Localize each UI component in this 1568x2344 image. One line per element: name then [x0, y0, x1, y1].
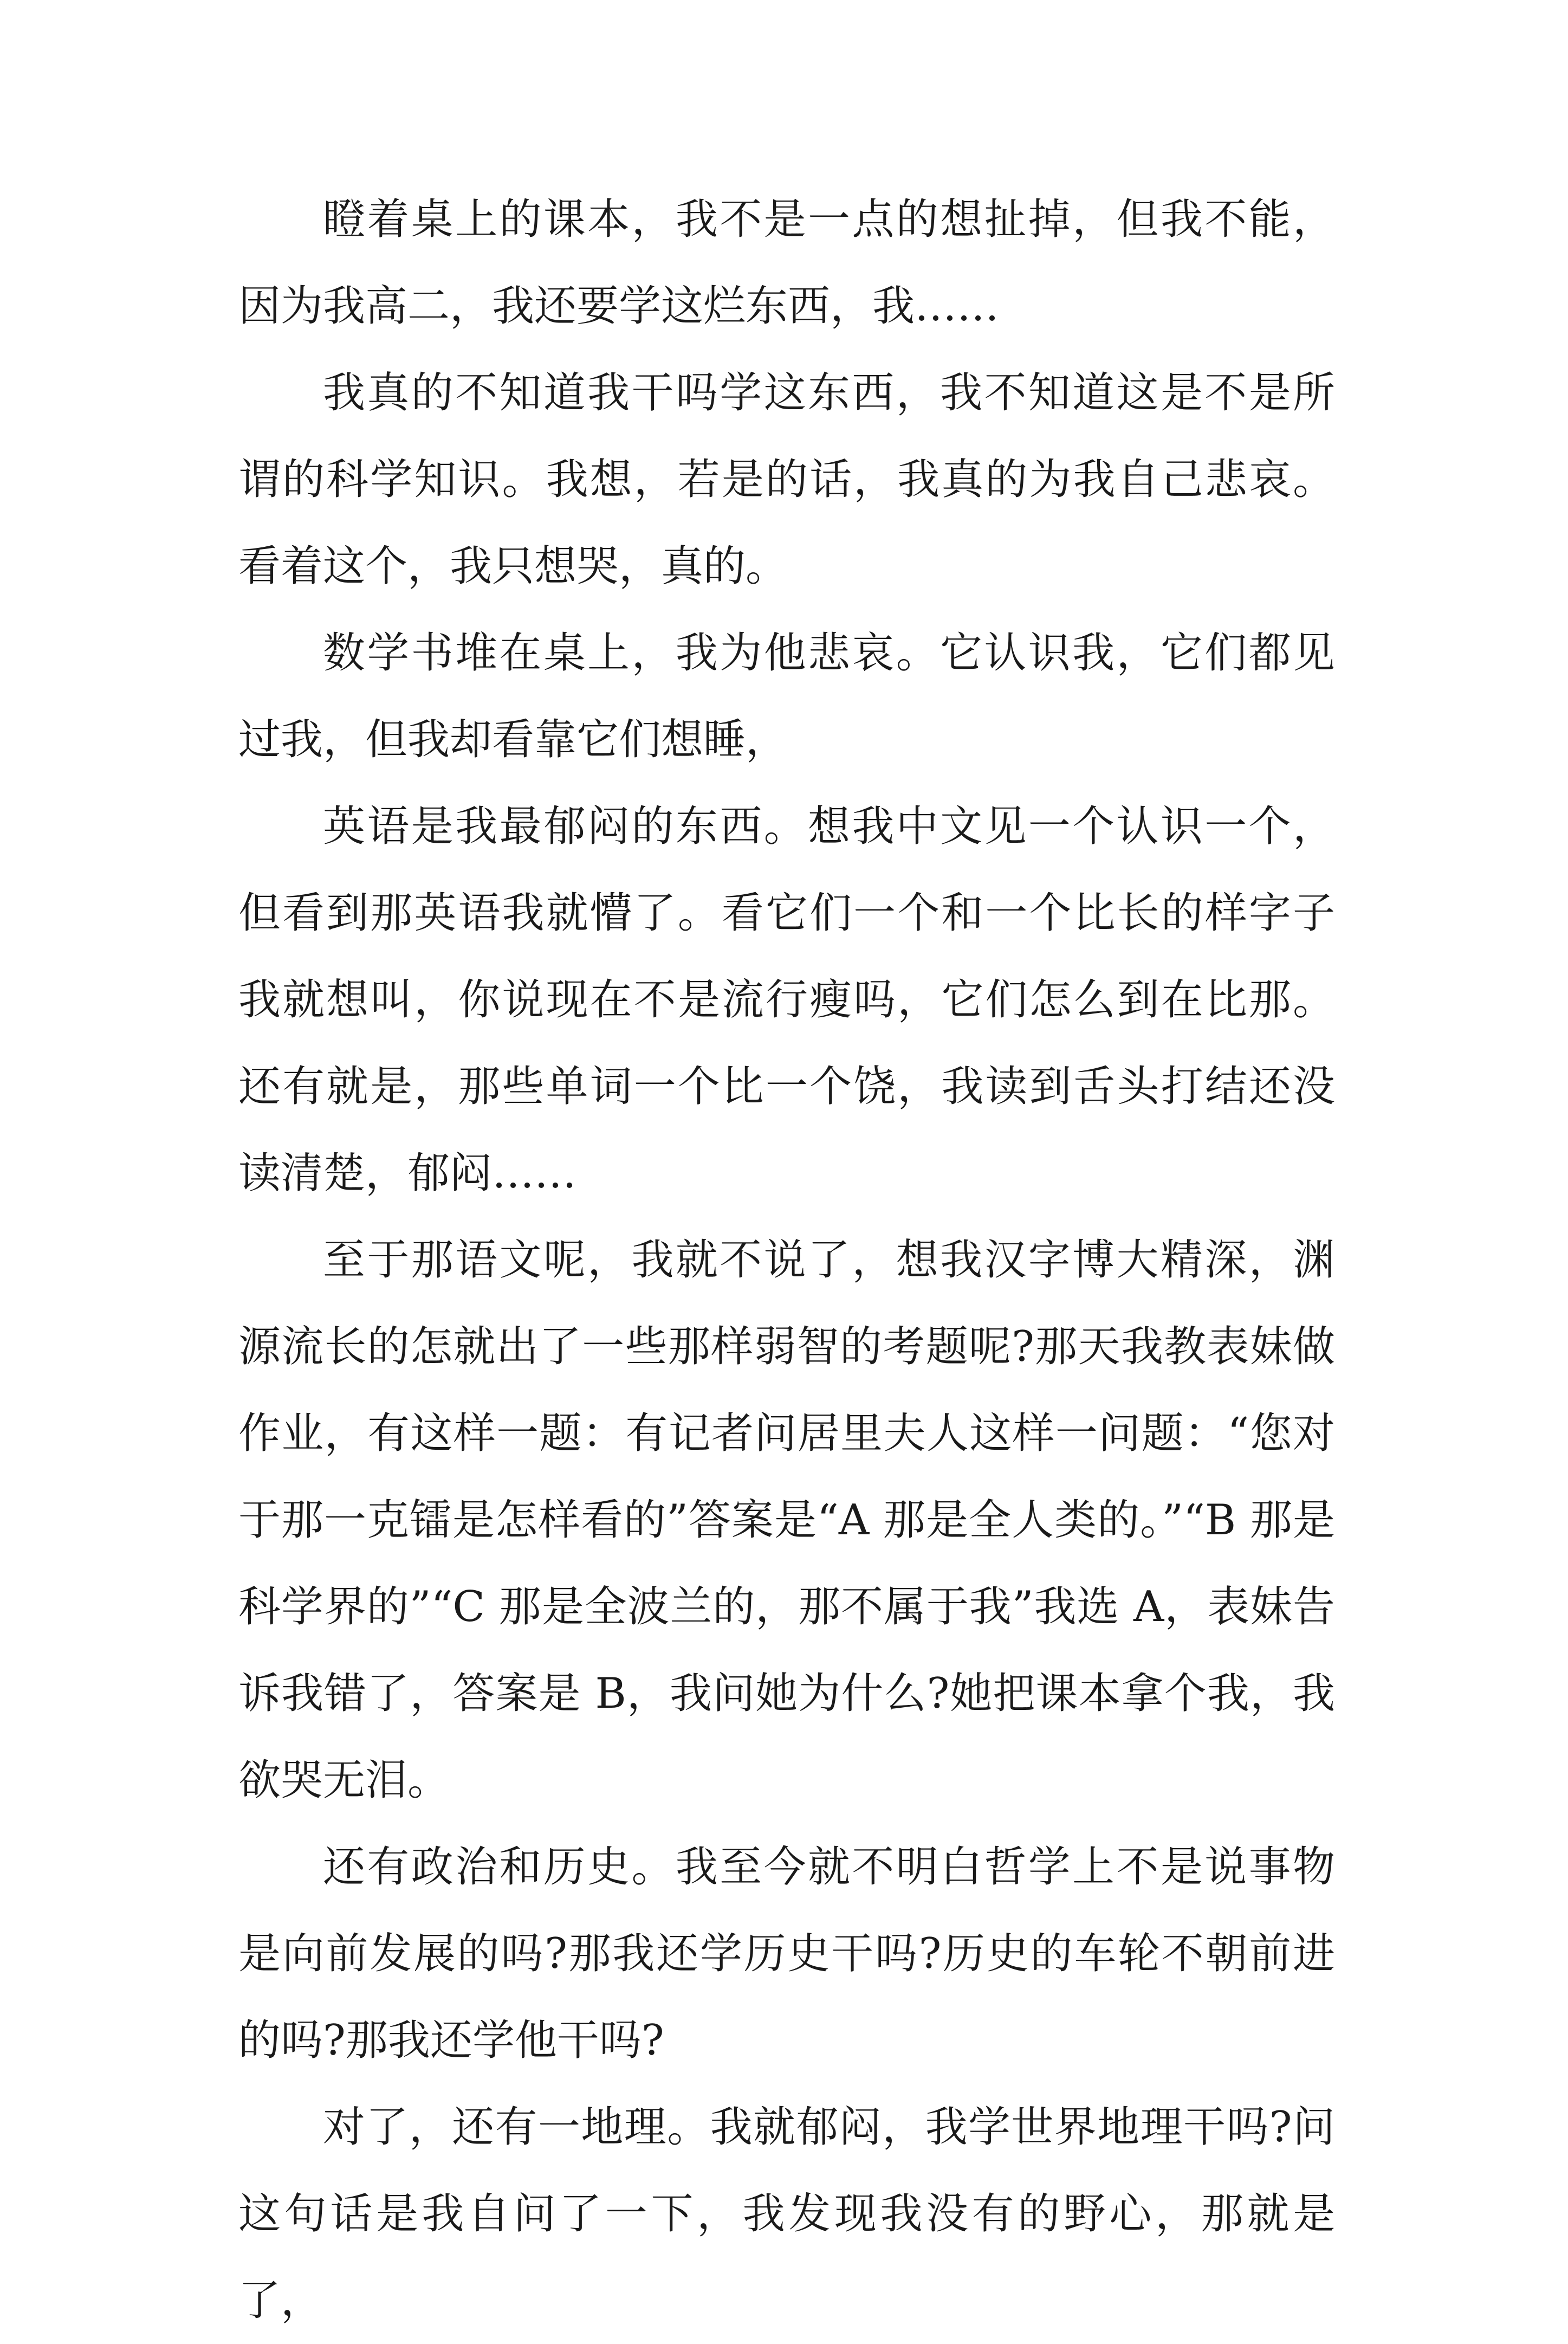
paragraph: 还有政治和历史。我至今就不明白哲学上不是说事物是向前发展的吗?那我还学历史干吗?历史的车轮不朝前进的吗?那我还学他干吗?	[238, 1843, 1335, 2065]
paragraph: 瞪着桌上的课本，我不是一点的想扯掉，但我不能，因为我高二，我还要学这烂东西，我……	[238, 195, 1335, 331]
paragraph: 至于那语文呢，我就不说了，想我汉字博大精深，渊源流长的怎就出了一些那样弱智的考题呢?那天我教表妹做作业，有这样一题：有记者问居里夫人这样一问题：“您对于那一克镭是怎样看的”答案是“A 那是全人类的。”“B 那是科学界的”“C 那是全波兰的，那不属于我”我选 A，表妹告诉我错了，答案是 B，我问她为什么?她把课本拿个我，我欲哭无泪。	[238, 1236, 1335, 1805]
paragraph: 我真的不知道我干吗学这东西，我不知道这是不是所谓的科学知识。我想，若是的话，我真的为我自己悲哀。看着这个，我只想哭，真的。	[238, 369, 1335, 591]
paragraph: 对了，还有一地理。我就郁闷，我学世界地理干吗?问这句话是我自问了一下，我发现我没有的野心，那就是了，	[238, 2103, 1335, 2325]
document-body	[238, 176, 1335, 2344]
paragraph: 英语是我最郁闷的东西。想我中文见一个认识一个，但看到那英语我就懵了。看它们一个和一个比长的样字子我就想叫，你说现在不是流行瘦吗，它们怎么到在比那。还有就是，那些单词一个比一个饶，我读到舌头打结还没读清楚，郁闷……	[238, 802, 1335, 1198]
paragraph: 数学书堆在桌上，我为他悲哀。它认识我，它们都见过我，但我却看靠它们想睡，	[238, 629, 1335, 764]
